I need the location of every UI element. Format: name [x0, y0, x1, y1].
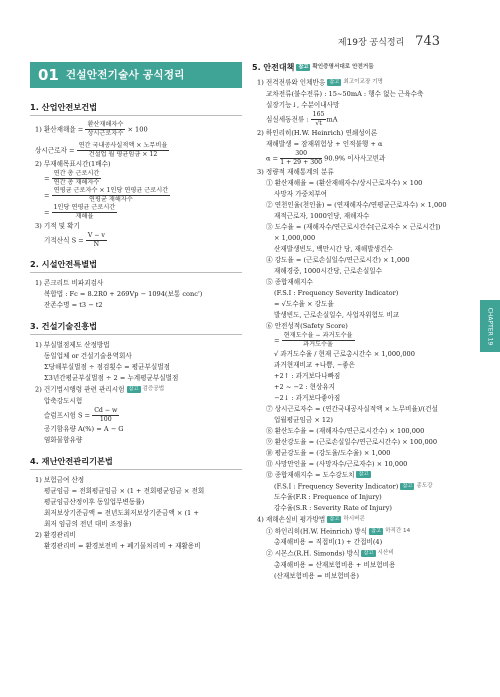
text-line: 4) 재해손실비 평가방법 참고 하시버콘	[257, 515, 365, 524]
formula-line: 기적산식 S = $\frac{V - v}{N}$	[44, 232, 105, 248]
chapter-title: 제19장 공식정리	[337, 38, 405, 48]
text-line: 도수율(F.R : Frequence of Injury)	[274, 493, 382, 501]
page-header	[338, 34, 440, 49]
text-line: ⑤ 종합재해지수	[266, 277, 313, 286]
right-column	[252, 62, 460, 582]
text-line: 복합법 : Fc = 8.2R0 + 269Vp − 1094(보통 conc')	[44, 290, 203, 298]
text-line: 최저 임금의 전년 대비 조정율)	[44, 519, 132, 528]
page-number: 743	[415, 34, 440, 49]
text-line: 1) 부실벌점제도 산정방법	[35, 341, 110, 349]
formula-line: 심실세동전류 : $\frac{165}{√t}$ mA	[266, 110, 338, 127]
text-line: 강수율(S.R : Severity Rate of Injury)	[274, 504, 393, 512]
section-title-bar	[30, 62, 242, 88]
text-line: 2) 환경관리비	[35, 530, 76, 539]
text-line: 교차전류(불수전류) : 15~50mA : 행수 없는 근육수축	[266, 89, 424, 98]
text-line: 재해경중, 1000시간당, 근로손실일수	[274, 266, 382, 275]
section-heading: 4. 재난안전관리기본법	[30, 456, 242, 470]
title-text: 건설안전기술사 공식정리	[65, 68, 185, 81]
text-line: 과거현재비교 +나쁨, −좋은	[274, 360, 356, 369]
text-line: 염화물함유량	[44, 435, 83, 444]
text-line: 총재해비용 = 산재보험비용 + 비보험비용	[274, 560, 396, 569]
text-line: 2) 건기법시행령 관련 관리시험 참고 검증공법	[35, 385, 165, 394]
text-line: (산재보험비용 = 비보험비용)	[274, 571, 359, 580]
text-line: 재해발생 = 잠재위험상 + 인적불행 + α	[266, 139, 383, 148]
left-column	[30, 62, 242, 552]
text-line: 재적근로자, 1000인당, 재해자수	[274, 211, 370, 220]
formula-line: = $\frac{\text{연평균 근로자수 × 1인당 연평균 근로시간}}{\text{연평균 재해자수}}$	[44, 187, 169, 203]
text-line: 2) 하인리히(H.W. Heinrich) 연쇄성이론	[257, 128, 378, 137]
text-line: 환경관리비 = 환경보전비 + 폐기물처리비 + 재활용비	[44, 541, 201, 550]
text-line: 산재발생빈도, 백만시간 당, 재해발생건수	[274, 244, 393, 253]
text-line: 평균임금산정이후 동일업무변동률)	[44, 497, 145, 506]
text-line: 3) 기적 및 확기	[35, 222, 80, 230]
section-heading: 5. 안전대책 참고 확인증명서대로 안전거둠	[252, 63, 374, 72]
formula-line: = $\frac{\text{1인당 연평균 근로시간}}{\text{재해율}}$	[44, 204, 116, 220]
text-line: 동일업체 or 건설기술용역회사	[44, 352, 132, 360]
text-line: = √도수율 × 강도율	[274, 299, 334, 308]
formula-line: = $\frac{\text{현재도수율 − 과거도수율}}{\text{과거도수율}}$	[274, 331, 353, 348]
formula-line: α = $\frac{300}{1 + 29 + 300}$ 90.9% 이사사고빈과	[266, 149, 386, 166]
formula-line: √ 과거도수율 / 현재 근로총시간수 × 1,000,000	[274, 349, 415, 358]
text-line: ⑪ 사망만인율 = (사망자수/근로자수) × 10,000	[266, 459, 408, 468]
formula-line: 슬럼프시험 S = $\frac{Cd - w}{100}$	[44, 406, 118, 423]
text-line: 압축강도시험	[44, 396, 83, 405]
text-line: 1) 보험금여 산정	[35, 475, 85, 484]
text-line: × 1,000,000	[274, 233, 316, 242]
text-line: ④ 강도율 = (근로손실일수/연근로시간) × 1,000	[266, 255, 410, 264]
text-line: ② 시몬스(R.H. Simonds) 방식 참고 시산비	[266, 549, 394, 558]
text-line: ③ 도수율 = (재해자수/연근로시간수[근로자수 × 근로시간])	[266, 222, 441, 231]
text-line: 평균임금 = 전회평균임금 × (1 + 전회평균임금 × 전회	[44, 486, 205, 495]
text-line: 1) 콘크리트 비파괴검사	[35, 279, 104, 287]
chapter-side-tab: CHAPTER 19	[480, 300, 500, 352]
text-line: ⑩ 평균강도율 = (강도율/도수율) × 1,000	[266, 448, 391, 457]
text-line: ② 연천인율(천인율) = (연재해자수/연평균근로자수) × 1,000	[266, 200, 447, 209]
section-heading: 3. 건설기술진흥법	[30, 321, 242, 335]
text-line: ⑦ 상시근로자수 = (연간국내공사실적액 × 노무비율)/(건설	[266, 404, 438, 413]
text-line: 사망자 가중치부여	[274, 189, 328, 198]
text-line: ⑫ 종합재해지수 = 도수강도치 참고	[266, 470, 369, 479]
text-line: +2↑ : 과거보다나빠짐	[274, 371, 341, 380]
text-line: (F.S.I : Frequency Severity Indicator)	[274, 288, 399, 297]
text-line: 1) 전격전류와 인체반응 참고 최고이교장 기명	[257, 78, 383, 87]
section-heading: 1. 산업안전보건법	[30, 102, 242, 116]
text-line: ⑨ 환산강도율 = (근로손실일수/연근로시간수) × 100,000	[266, 437, 438, 446]
text-line: Σ당해부실벌점 ÷ 점검횟수 = 평균부실벌점	[44, 363, 171, 371]
text-line: 발생빈도, 근로손실일수, 사업자위험도 비교	[274, 310, 400, 319]
text-line: 총재해비용 = 직접비(1) + 간접비(4)	[274, 538, 383, 546]
text-line: (F.S.I : Frequency Severity Indicator) 참고 종도강	[274, 482, 433, 490]
text-line: ① 환산재해율 = (환산재해자수/상시근로자수) × 100	[266, 178, 423, 187]
text-line: ⑧ 환산도수율 = (재해자수/연근로시간수) × 100,000	[266, 426, 425, 435]
formula-line: = $\frac{\text{연간 총 근로시간}}{\text{연간 총 재해자수}}$	[44, 170, 100, 186]
text-line: 최저보상기준금액 = 전년도최저보상기준금액 × (1 +	[44, 508, 199, 517]
text-line: ⑥ 안전성적(Safety Score)	[266, 321, 348, 330]
text-line: 3) 정량적 재해통계의 분류	[257, 167, 334, 176]
text-line: −2↓ : 과거보다좋아짐	[274, 393, 341, 402]
text-line: 잔존수명 = t3 − t2	[44, 301, 103, 309]
title-number: 01	[38, 65, 59, 84]
section-heading: 2. 시설안전특별법	[30, 259, 242, 273]
text-line: 업월평균임금 × 12)	[274, 415, 333, 424]
text-line: ① 하인리히(H.W. Heinrich) 방식 참고 하직간 14	[266, 527, 411, 535]
text-line: Σ3년간평균부실벌점 ÷ 2 = 누계평균부실벌점	[44, 374, 179, 382]
formula-line: 1) 환산재해율 = $\frac{\text{환산재해자수}}{\text{상시근로자수}}$ × 100	[35, 121, 148, 137]
formula-line: 상시근로자 = $\frac{\text{연간 국내공사실적액 × 노무비율}}{\text{건설업 월 평균임금 × 12}}$	[35, 142, 168, 158]
text-line: 공기함유량 A(%) = A − G	[44, 424, 124, 433]
text-line: 실장기능↓, 수분이내사망	[266, 100, 340, 109]
text-line: 2) 무재해목표시간(1배수)	[35, 160, 111, 168]
text-line: +2 ~ −2 : 현상유지	[274, 382, 336, 391]
